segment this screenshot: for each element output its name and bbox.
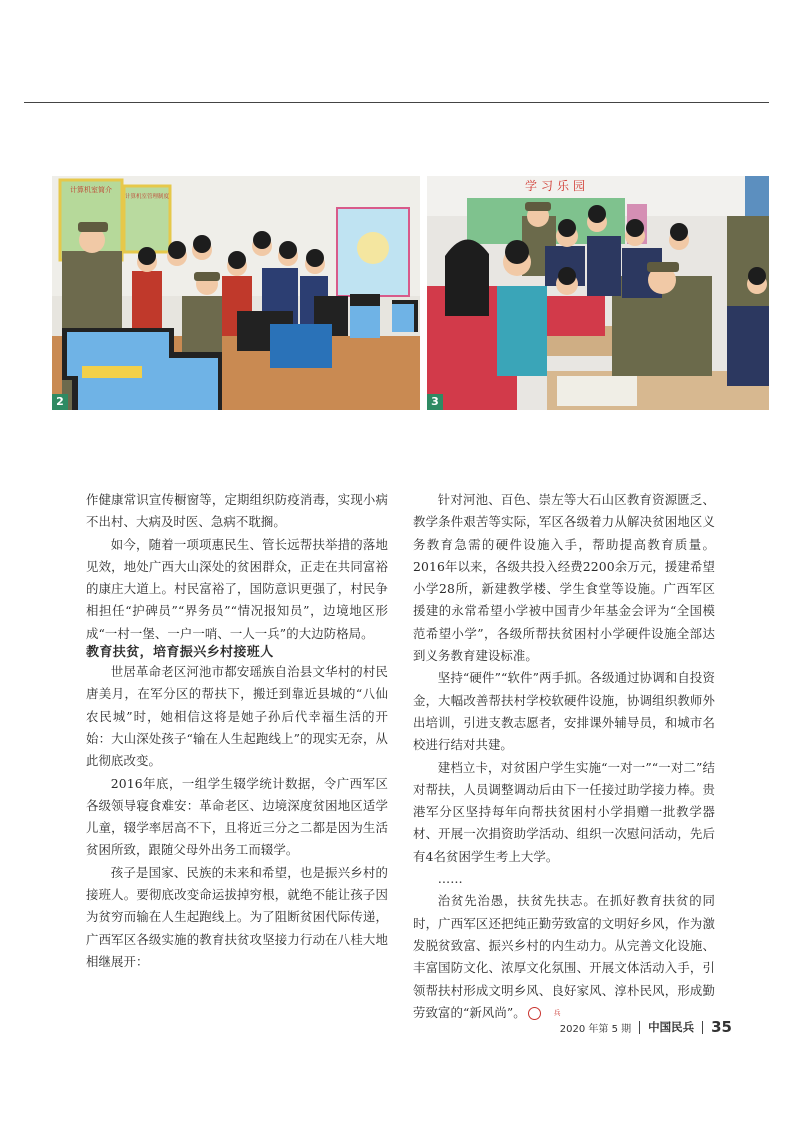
magazine-name: 中国民兵 xyxy=(648,1020,695,1034)
paragraph-final xyxy=(413,890,715,1024)
banner-2: 计算机室管理制度 xyxy=(124,194,170,200)
section-heading: 教育扶贫，培育振兴乡村接班人 xyxy=(86,645,274,661)
photo-classroom xyxy=(427,176,769,410)
paragraph: 建档立卡，对贫困户学生实施“一对一”“一对二”结对帮扶，人员调整调动后由下一任接过助学接力棒。贵港军分区坚持每年向帮扶贫困村小学捐赠一批教学器材、开展一次捐资助学活动、组织一次慰问活动，先后有4名贫困学生考上大学。 xyxy=(413,759,715,864)
article-column-right xyxy=(413,489,715,1024)
banner-1: 计算机室简介 xyxy=(70,186,112,194)
paragraph: 坚持“硬件”“软件”两手抓。各级通过协调和自投资金，大幅改善帮扶村学校软硬件设施，协调组织教师外出培训，引进支教志愿者，安排课外辅导员，和城市名校进行结对共建。 xyxy=(413,670,715,753)
ellipsis: …… xyxy=(437,871,463,887)
article-column-left xyxy=(86,489,388,973)
paragraph: 世居革命老区河池市都安瑶族自治县文华村的村民唐美月，在军分区的帮扶下，搬迁到靠近县城的“八仙农民城”时，她相信这将是她子孙后代幸福生活的开始：大山深处孩子“输在人生起跑线上”的现实无奈，从此彻底改变。 xyxy=(86,664,388,769)
header-rule xyxy=(24,102,769,103)
paragraph: 作健康常识宣传橱窗等，定期组织防疫消毒，实现小病不出村、大病及时医、急病不耽搁。 xyxy=(86,492,388,530)
photo-computer-room-image xyxy=(52,176,420,410)
issue-label: 2020 年第 5 期 xyxy=(559,1023,632,1035)
banner-xuexi-leyuan: 学习乐园 xyxy=(524,179,590,193)
page-number: 35 xyxy=(711,1018,732,1036)
end-mark-icon: 兵 xyxy=(528,1007,541,1020)
paragraph: 针对河池、百色、崇左等大石山区教育资源匮乏、教学条件艰苦等实际，军区各级着力从解决贫困地区义务教育急需的硬件设施入手，帮助提高教育质量。2016年以来，各级共投入经费2200余万元，援建希望小学28所，新建教学楼、学生食堂等设施。广西军区援建的永常希望小学被中国青少年基金会评为“全国模范希望小学”，各级所帮扶贫困村小学硬件设施全部达到义务教育建设标准。 xyxy=(413,492,715,664)
photo-classroom-image xyxy=(427,176,769,410)
paragraph: 孩子是国家、民族的未来和希望，也是振兴乡村的接班人。要彻底改变命运拔掉穷根，就绝不能让孩子因为贫穷而输在人生起跑线上。为了阻断贫困代际传递，广西军区各级实施的教育扶贫攻坚接力行动在八桂大地相继展开： xyxy=(86,864,388,969)
paragraph: 2016年底，一组学生辍学统计数据，令广西军区各级领导寝食难安：革命老区、边境深度贫困地区适学儿童，辍学率居高不下，且将近三分之二都是因为生活贫困所致，跟随父母外出务工而辍学。 xyxy=(86,775,388,858)
footer-divider xyxy=(639,1021,640,1034)
paragraph: 如今，随着一项项惠民生、管长远帮扶举措的落地见效，地处广西大山深处的贫困群众，正走在共同富裕的康庄大道上。村民富裕了，国防意识更强了，村民争相担任“护碑员”“界务员”“情况报知员”，边境地区形成“一村一堡、一户一哨、一人一兵”的大边防格局。 xyxy=(86,536,388,641)
footer-divider xyxy=(702,1021,703,1034)
photo-computer-room xyxy=(52,176,420,410)
final-paragraph-text: 治贫先治愚，扶贫先扶志。在抓好教育扶贫的同时，广西军区还把纯正勤劳致富的文明好乡风，作为激发脱贫致富、振兴乡村的内生动力。从完善文化设施、丰富国防文化、浓厚文化氛围、开展文体活动入手，引领帮扶村形成文明乡风、良好家风、淳朴民风，形成勤劳致富的“新风尚”。 xyxy=(413,893,715,1020)
page-footer xyxy=(560,1018,732,1036)
photo-number-2: 2 xyxy=(52,394,68,410)
photo-number-3: 3 xyxy=(427,394,443,410)
